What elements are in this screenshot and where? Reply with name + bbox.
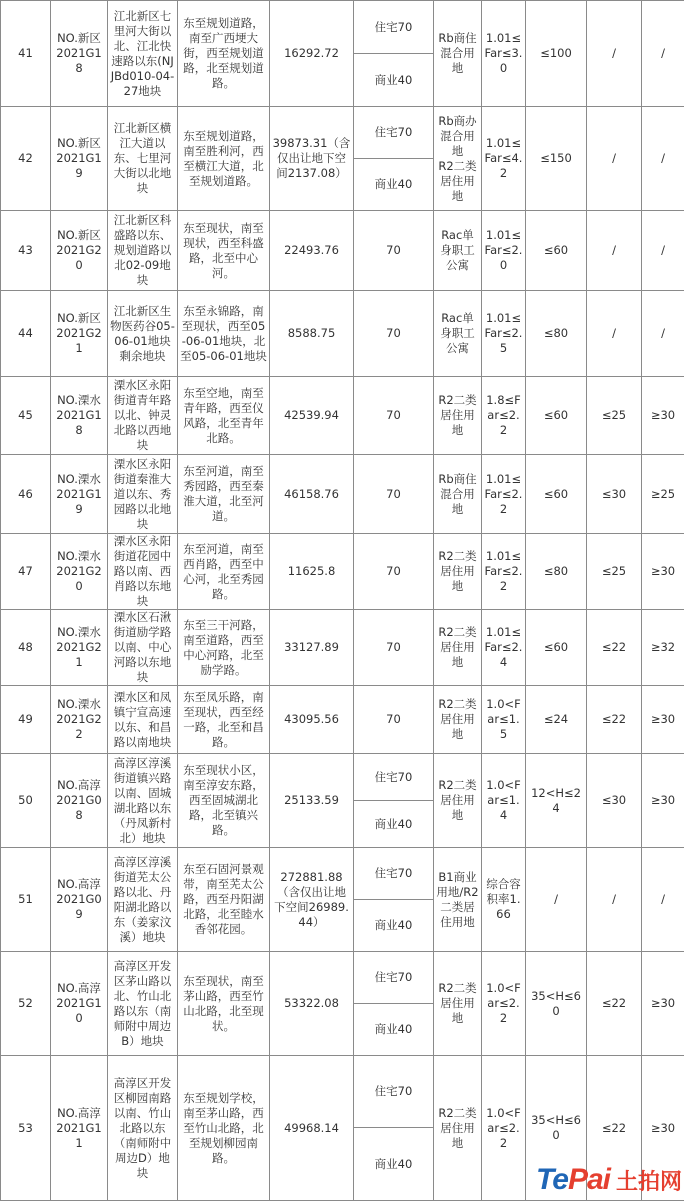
building-density: ≤25 [587, 534, 642, 610]
row-number: 50 [1, 754, 51, 848]
row-number: 42 [1, 107, 51, 211]
lease-term: 商业40 [354, 1004, 434, 1056]
green-ratio: ≥30 [642, 1056, 684, 1201]
parcel-code: NO.溧水 2021G18 [51, 377, 108, 455]
parcel-code: NO.溧水 2021G20 [51, 534, 108, 610]
lease-term: 商业40 [354, 159, 434, 211]
building-density: / [587, 107, 642, 211]
floor-area-ratio: 1.01≤Far≤2.0 [482, 211, 526, 291]
land-use: R2二类居住用地 [434, 534, 482, 610]
green-ratio: / [642, 848, 684, 952]
parcel-location: 江北新区横江大道以东、七里河大街以北地块 [108, 107, 178, 211]
building-density: ≤22 [587, 610, 642, 686]
parcel-code: NO.新区 2021G20 [51, 211, 108, 291]
land-use: Rb商住混合用地 [434, 455, 482, 534]
parcel-area: 42539.94 [270, 377, 354, 455]
parcel-location: 江北新区科盛路以东、规划道路以北02-09地块 [108, 211, 178, 291]
parcel-location: 溧水区永阳街道青年路以北、钟灵北路以西地块 [108, 377, 178, 455]
building-height: ≤100 [526, 1, 587, 107]
building-height: ≤60 [526, 377, 587, 455]
parcel-area: 11625.8 [270, 534, 354, 610]
parcel-location: 高淳区淳溪街道芜太公路以北、丹阳湖北路以东（姜家汶溪）地块 [108, 848, 178, 952]
lease-term: 70 [354, 211, 434, 291]
parcel-area: 16292.72 [270, 1, 354, 107]
floor-area-ratio: 1.01≤Far≤3.0 [482, 1, 526, 107]
row-number: 43 [1, 211, 51, 291]
row-number: 52 [1, 952, 51, 1056]
building-height: ≤60 [526, 211, 587, 291]
land-use: R2二类居住用地 [434, 686, 482, 754]
row-number: 45 [1, 377, 51, 455]
land-use: Rac单身职工公寓 [434, 291, 482, 377]
land-use: R2二类居住用地 [434, 754, 482, 848]
parcel-boundary: 东至石固河景观带，南至芜太公路，西至丹阳湖北路，北至睦水香邻花园。 [178, 848, 270, 952]
watermark-text: 土拍网 [616, 1165, 682, 1196]
building-height: ≤60 [526, 610, 587, 686]
parcel-code: NO.高淳 2021G11 [51, 1056, 108, 1201]
floor-area-ratio: 1.01≤Far≤2.2 [482, 455, 526, 534]
land-use: B1商业用地/R2二类居住用地 [434, 848, 482, 952]
parcel-location: 高淳区淳溪街道镇兴路以南、固城湖北路以东（丹凤新村北）地块 [108, 754, 178, 848]
green-ratio: ≥30 [642, 686, 684, 754]
floor-area-ratio: 1.0<Far≤2.2 [482, 1056, 526, 1201]
table-row [1, 610, 684, 686]
parcel-boundary: 东至永锦路，南至现状，西至05-06-01地块，北至05-06-01地块 [178, 291, 270, 377]
table-row [1, 952, 684, 1004]
parcel-boundary: 东至规划道路，南至胜利河，西至横江大道，北至规划道路。 [178, 107, 270, 211]
row-number: 41 [1, 1, 51, 107]
building-density: ≤22 [587, 952, 642, 1056]
row-number: 49 [1, 686, 51, 754]
floor-area-ratio: 1.01≤Far≤2.4 [482, 610, 526, 686]
lease-term: 70 [354, 377, 434, 455]
lease-term: 住宅70 [354, 1, 434, 54]
parcel-location: 高淳区开发区柳园南路以南、竹山北路以东（南师附中周边D）地块 [108, 1056, 178, 1201]
green-ratio: / [642, 1, 684, 107]
parcel-boundary: 东至三干河路，南至道路，西至中心河路，北至励学路。 [178, 610, 270, 686]
parcel-boundary: 东至凤乐路，南至现状，西至经一路，北至和昌路。 [178, 686, 270, 754]
building-density: / [587, 848, 642, 952]
parcel-area: 272881.88（含仅出让地下空间26989.44） [270, 848, 354, 952]
lease-term: 住宅70 [354, 1056, 434, 1128]
table-row [1, 1, 684, 54]
table-row [1, 754, 684, 801]
parcel-location: 江北新区生物医药谷05-06-01地块剩余地块 [108, 291, 178, 377]
green-ratio: / [642, 107, 684, 211]
table-row [1, 377, 684, 455]
green-ratio: ≥30 [642, 952, 684, 1056]
green-ratio: ≥25 [642, 455, 684, 534]
parcel-boundary: 东至现状，南至茅山路，西至竹山北路，北至现状。 [178, 952, 270, 1056]
building-height: ≤80 [526, 534, 587, 610]
green-ratio: / [642, 211, 684, 291]
row-number: 44 [1, 291, 51, 377]
row-number: 46 [1, 455, 51, 534]
lease-term: 住宅70 [354, 107, 434, 159]
building-density: / [587, 1, 642, 107]
land-use: R2二类居住用地 [434, 1056, 482, 1201]
building-density: / [587, 211, 642, 291]
table-row [1, 686, 684, 754]
table-row [1, 211, 684, 291]
parcel-area: 8588.75 [270, 291, 354, 377]
lease-term: 70 [354, 686, 434, 754]
land-use: Rac单身职工公寓 [434, 211, 482, 291]
floor-area-ratio: 1.0<Far≤1.4 [482, 754, 526, 848]
building-height: ≤150 [526, 107, 587, 211]
table-row [1, 291, 684, 377]
green-ratio: ≥30 [642, 534, 684, 610]
building-height: ≤60 [526, 455, 587, 534]
parcel-code: NO.新区 2021G21 [51, 291, 108, 377]
building-density: ≤30 [587, 754, 642, 848]
land-use: Rb商办混合用地 R2二类居住用地 [434, 107, 482, 211]
row-number: 48 [1, 610, 51, 686]
parcel-area: 22493.76 [270, 211, 354, 291]
building-density: ≤22 [587, 686, 642, 754]
parcel-location: 高淳区开发区茅山路以北、竹山北路以东（南师附中周边B）地块 [108, 952, 178, 1056]
parcel-boundary: 东至河道，南至西肖路，西至中心河，北至秀园路。 [178, 534, 270, 610]
parcel-location: 江北新区七里河大街以北、江北快速路以东(NJJBd010-04-27地块 [108, 1, 178, 107]
table-row [1, 1056, 684, 1128]
lease-term: 住宅70 [354, 952, 434, 1004]
green-ratio: ≥30 [642, 754, 684, 848]
parcel-boundary: 东至现状，南至现状，西至科盛路，北至中心河。 [178, 211, 270, 291]
lease-term: 70 [354, 291, 434, 377]
lease-term: 70 [354, 534, 434, 610]
parcel-area: 33127.89 [270, 610, 354, 686]
parcel-code: NO.高淳 2021G10 [51, 952, 108, 1056]
green-ratio: / [642, 291, 684, 377]
parcel-area: 46158.76 [270, 455, 354, 534]
parcel-location: 溧水区石湫街道励学路以南、中心河路以东地块 [108, 610, 178, 686]
table-row [1, 848, 684, 900]
parcel-code: NO.溧水 2021G22 [51, 686, 108, 754]
parcel-area: 39873.31（含仅出让地下空间2137.08） [270, 107, 354, 211]
green-ratio: ≥30 [642, 377, 684, 455]
green-ratio: ≥32 [642, 610, 684, 686]
lease-term: 住宅70 [354, 754, 434, 801]
lease-term: 商业40 [354, 54, 434, 107]
lease-term: 70 [354, 610, 434, 686]
land-use: R2二类居住用地 [434, 377, 482, 455]
parcel-boundary: 东至现状小区，南至淳安东路，西至固城湖北路，北至镇兴路。 [178, 754, 270, 848]
parcel-boundary: 东至规划道路，南至广西埂大街，西至规划道路，北至规划道路。 [178, 1, 270, 107]
land-use: R2二类居住用地 [434, 952, 482, 1056]
land-use: Rb商住混合用地 [434, 1, 482, 107]
parcel-code: NO.新区 2021G19 [51, 107, 108, 211]
floor-area-ratio: 1.01≤Far≤2.5 [482, 291, 526, 377]
lease-term: 70 [354, 455, 434, 534]
building-density: / [587, 291, 642, 377]
parcel-boundary: 东至河道，南至秀园路，西至秦淮大道，北至河道。 [178, 455, 270, 534]
parcel-area: 49968.14 [270, 1056, 354, 1201]
table-row [1, 107, 684, 159]
parcel-location: 溧水区永阳街道花园中路以南、西肖路以东地块 [108, 534, 178, 610]
table-row [1, 455, 684, 534]
lease-term: 商业40 [354, 900, 434, 952]
parcel-code: NO.溧水 2021G21 [51, 610, 108, 686]
row-number: 53 [1, 1056, 51, 1201]
parcel-code: NO.高淳 2021G09 [51, 848, 108, 952]
floor-area-ratio: 1.01≤Far≤2.2 [482, 534, 526, 610]
table-row [1, 534, 684, 610]
parcel-boundary: 东至规划学校，南至茅山路，西至竹山北路，北至规划柳园南路。 [178, 1056, 270, 1201]
lease-term: 商业40 [354, 801, 434, 848]
parcel-area: 53322.08 [270, 952, 354, 1056]
building-density: ≤30 [587, 455, 642, 534]
floor-area-ratio: 综合容积率1.66 [482, 848, 526, 952]
parcel-location: 溧水区永阳街道秦淮大道以东、秀园路以北地块 [108, 455, 178, 534]
watermark-logo: TePai [536, 1163, 610, 1197]
row-number: 51 [1, 848, 51, 952]
building-density: ≤22 [587, 1056, 642, 1201]
building-height: 12<H≤24 [526, 754, 587, 848]
building-height: 35<H≤60 [526, 952, 587, 1056]
floor-area-ratio: 1.0<Far≤1.5 [482, 686, 526, 754]
lease-term: 住宅70 [354, 848, 434, 900]
parcel-code: NO.溧水 2021G19 [51, 455, 108, 534]
building-height: ≤80 [526, 291, 587, 377]
parcel-code: NO.新区 2021G18 [51, 1, 108, 107]
building-height: / [526, 848, 587, 952]
building-density: ≤25 [587, 377, 642, 455]
parcel-boundary: 东至空地，南至青年路，西至仪风路，北至青年北路。 [178, 377, 270, 455]
building-height: 35<H≤60 [526, 1056, 587, 1201]
parcel-area: 43095.56 [270, 686, 354, 754]
parcel-location: 溧水区和凤镇宁宣高速以东、和昌路以南地块 [108, 686, 178, 754]
lease-term: 商业40 [354, 1128, 434, 1201]
parcel-area: 25133.59 [270, 754, 354, 848]
floor-area-ratio: 1.01≤Far≤4.2 [482, 107, 526, 211]
parcel-code: NO.高淳 2021G08 [51, 754, 108, 848]
building-height: ≤24 [526, 686, 587, 754]
table-body [1, 1, 684, 1201]
floor-area-ratio: 1.0<Far≤2.2 [482, 952, 526, 1056]
land-use: R2二类居住用地 [434, 610, 482, 686]
row-number: 47 [1, 534, 51, 610]
floor-area-ratio: 1.8≤Far≤2.2 [482, 377, 526, 455]
